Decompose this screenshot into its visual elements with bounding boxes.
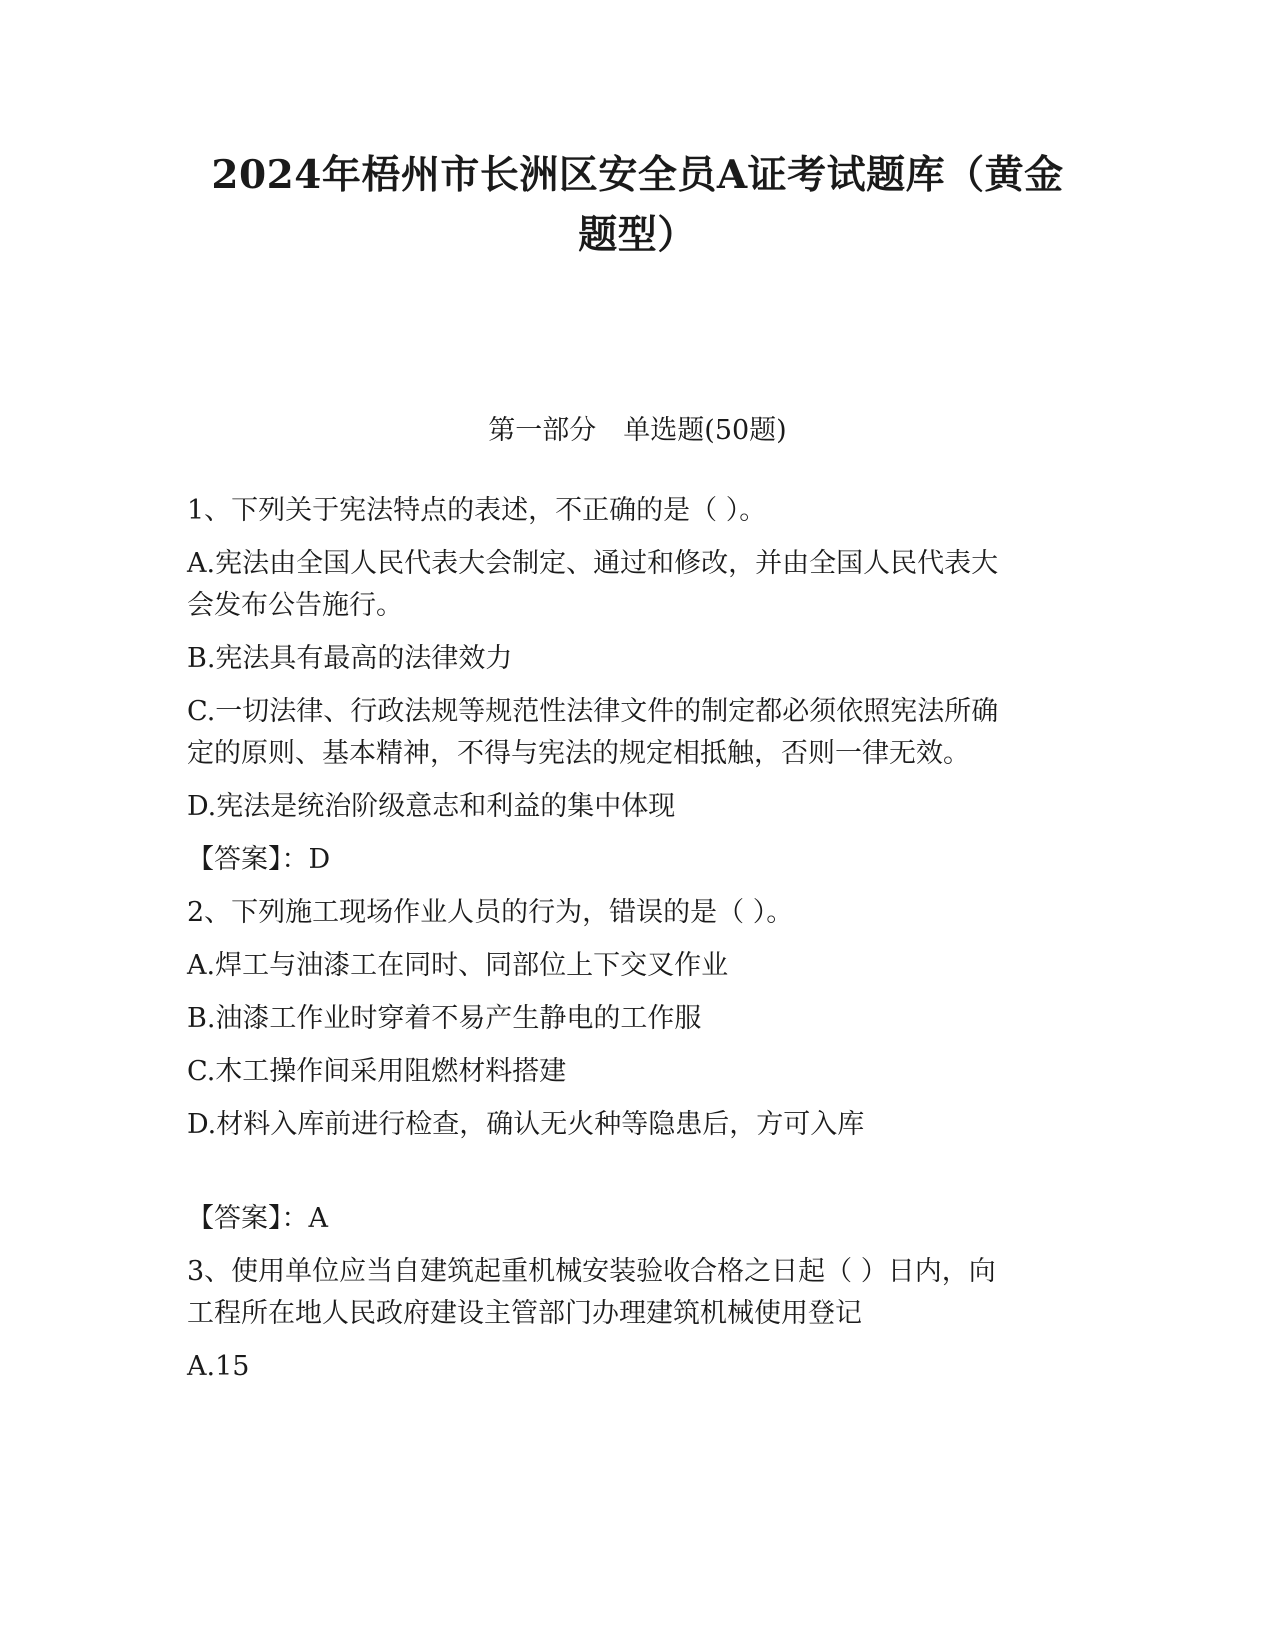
question-1-option-a-cont: 会发布公告施行。 xyxy=(187,590,403,621)
question-2-option-d: D.材料入库前进行检查，确认无火种等隐患后，方可入库 xyxy=(187,1109,865,1140)
question-2-option-b: B.油漆工作业时穿着不易产生静电的工作服 xyxy=(187,1003,702,1034)
question-1-stem: 1、下列关于宪法特点的表述，不正确的是（ ）。 xyxy=(187,495,767,526)
question-1-option-a: A.宪法由全国人民代表大会制定、通过和修改，并由全国人民代表大 xyxy=(187,548,999,579)
question-3-stem-cont: 工程所在地人民政府建设主管部门办理建筑机械使用登记 xyxy=(187,1298,862,1329)
question-2-option-c: C.木工操作间采用阻燃材料搭建 xyxy=(187,1056,567,1087)
question-1-option-d: D.宪法是统治阶级意志和利益的集中体现 xyxy=(187,791,676,822)
document-title xyxy=(150,145,1125,265)
question-1-option-b: B.宪法具有最高的法律效力 xyxy=(187,643,513,674)
question-3-stem: 3、使用单位应当自建筑起重机械安装验收合格之日起（ ）日内，向 xyxy=(187,1256,996,1287)
question-3-option-a: A.15 xyxy=(187,1351,250,1382)
question-2-option-a: A.焊工与油漆工在同时、同部位上下交叉作业 xyxy=(187,950,729,981)
question-1-option-c-cont: 定的原则、基本精神，不得与宪法的规定相抵触，否则一律无效。 xyxy=(187,738,970,769)
question-1-option-c: C.一切法律、行政法规等规范性法律文件的制定都必须依照宪法所确 xyxy=(187,696,999,727)
question-2-answer: 【答案】：A xyxy=(187,1203,328,1234)
question-1-answer: 【答案】：D xyxy=(187,844,331,875)
title-line-2: 题型） xyxy=(578,212,697,258)
section-heading: 第一部分 单选题(50题) xyxy=(488,415,787,446)
title-line-1: 2024年梧州市长洲区安全员A证考试题库（黄金 xyxy=(211,152,1064,198)
question-2-stem: 2、下列施工现场作业人员的行为，错误的是（ ）。 xyxy=(187,897,794,928)
